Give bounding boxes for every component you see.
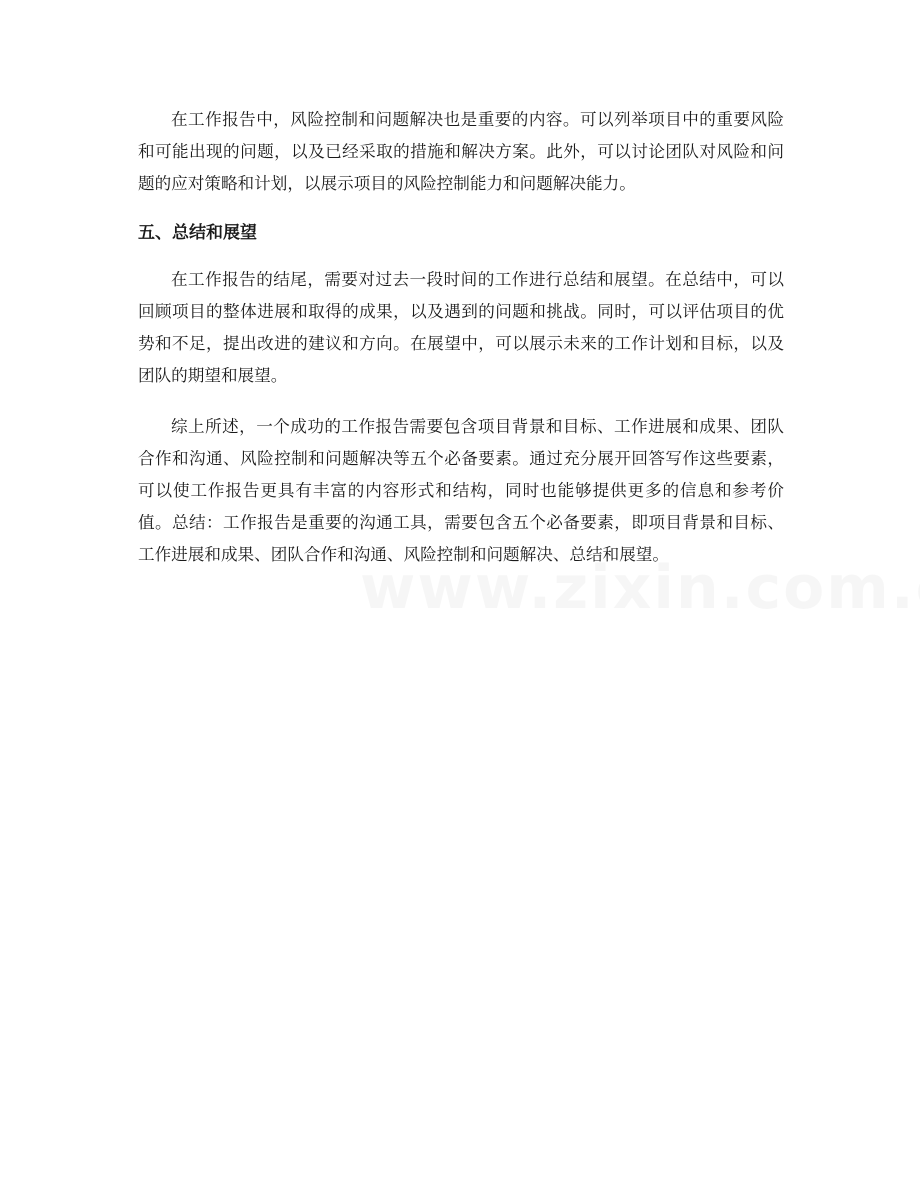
paragraph-risk-control: 在工作报告中，风险控制和问题解决也是重要的内容。可以列举项目中的重要风险和可能出现的问题，以及已经采取的措施和解决方案。此外，可以讨论团队对风险和问题的应对策略和计划，以展示项目的风险控制能力和问题解决能力。	[138, 110, 784, 193]
section-heading-summary: 五、总结和展望	[138, 223, 257, 243]
paragraph-conclusion: 综上所述，一个成功的工作报告需要包含项目背景和目标、工作进展和成果、团队合作和沟通、风险控制和问题解决等五个必备要素。通过充分展开回答写作这些要素，可以使工作报告更具有丰富的内容形式和结构，同时也能够提供更多的信息和参考价值。总结：工作报告是重要的沟通工具，需要包含五个必备要素，即项目背景和目标、工作进展和成果、团队合作和沟通、风险控制和问题解决、总结和展望。	[138, 417, 784, 564]
document-body	[138, 104, 784, 571]
paragraph-summary-outlook: 在工作报告的结尾，需要对过去一段时间的工作进行总结和展望。在总结中，可以回顾项目的整体进展和取得的成果，以及遇到的问题和挑战。同时，可以评估项目的优势和不足，提出改进的建议和方向。在展望中，可以展示未来的工作计划和目标，以及团队的期望和展望。	[138, 270, 784, 385]
